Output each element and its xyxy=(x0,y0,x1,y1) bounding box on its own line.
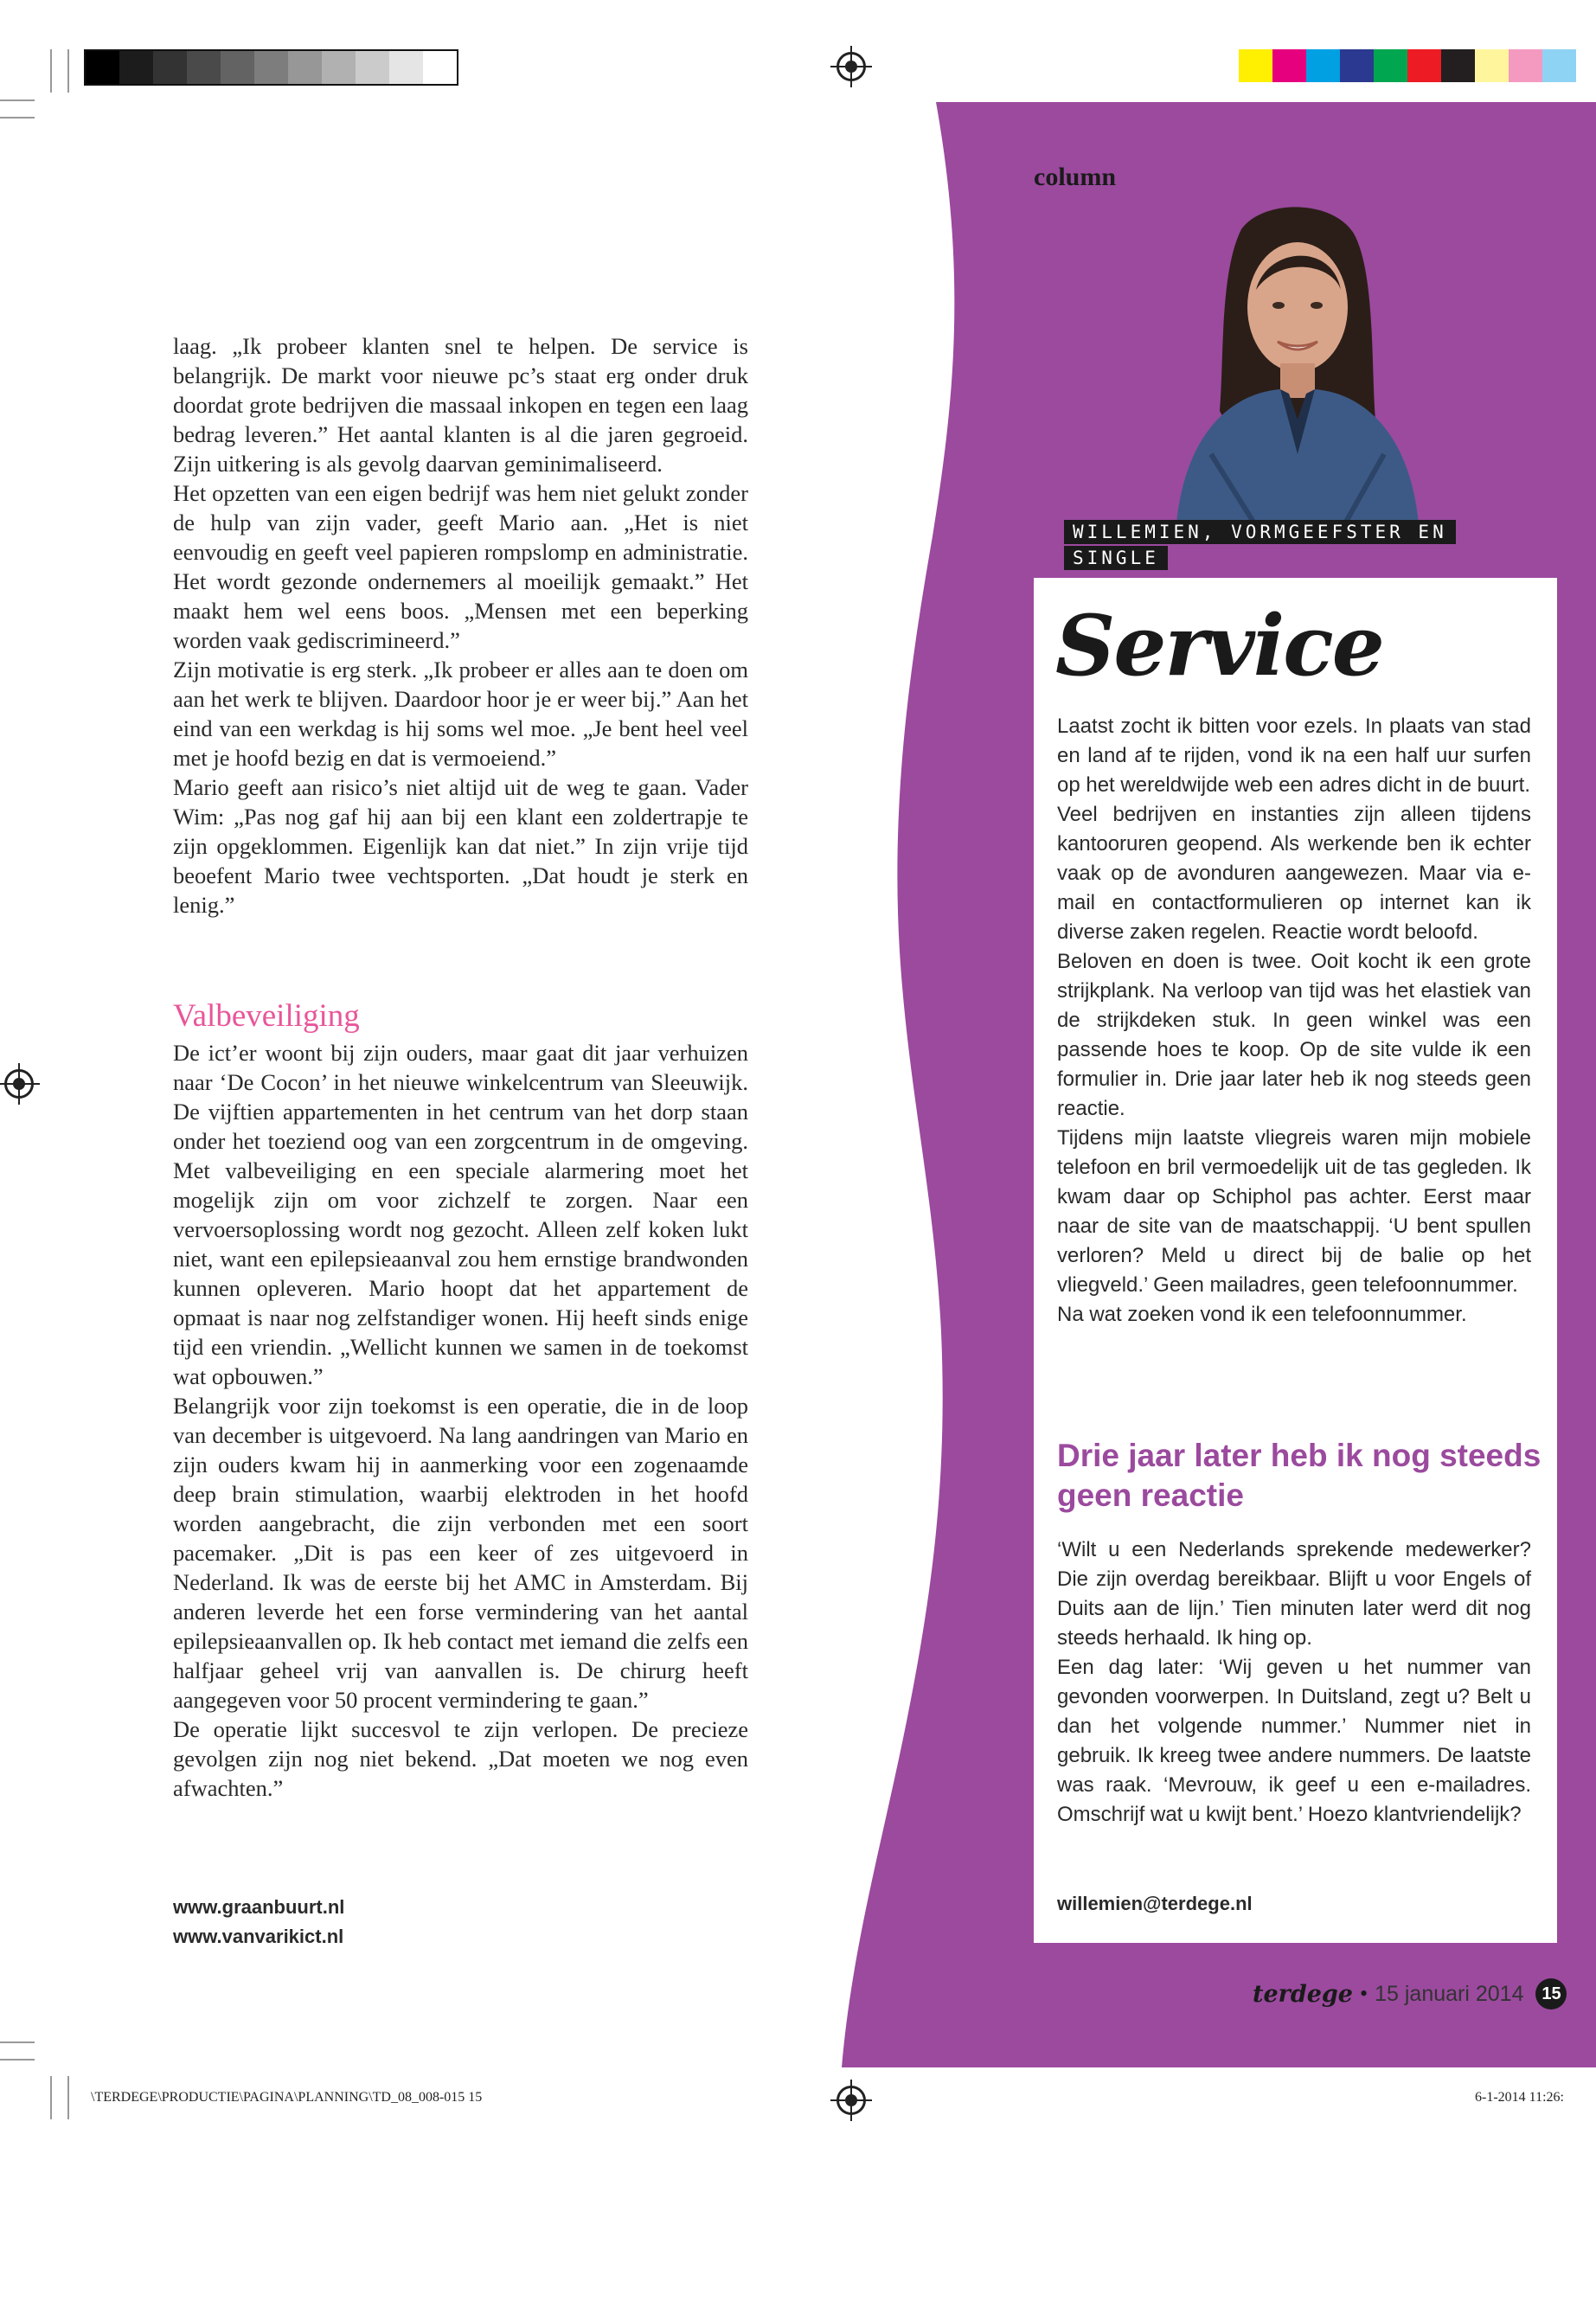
grayscale-swatch xyxy=(423,51,457,84)
process-color-swatch xyxy=(1542,49,1576,82)
column-paragraph: Veel bedrijven en instanties zijn alleen tijdens kantooruren geopend. Als werkende ben ik echter vaak op de avonduren aangewezen. Maar via e-mail en contactformulieren op internet kan ik diverse zaken regelen. Reactie wordt beloofd. xyxy=(1057,803,1531,944)
crop-mark xyxy=(50,2076,52,2119)
pull-quote: Drie jaar later heb ik nog steeds geen reactie xyxy=(1057,1438,1542,1513)
process-color-bar xyxy=(1239,49,1576,82)
article-paragraph: De operatie lijkt succesvol te zijn verlopen. De precieze gevolgen zijn nog niet bekend. „Dat moeten we nog even afwachten.” xyxy=(173,1716,748,1801)
process-color-swatch xyxy=(1272,49,1306,82)
article-body-continued xyxy=(173,1038,748,1803)
process-color-swatch xyxy=(1441,49,1475,82)
grayscale-swatch xyxy=(119,51,153,84)
column-paragraph: Een dag later: ‘Wij geven u het nummer van gevonden voorwerpen. In Duitsland, zegt u? Belt u dan het volgende nummer.’ Nummer niet in gebruik. Ik kreeg twee andere nummers. De laatste was raak. ‘Mevrouw, ik geef u een e-mailadres. Omschrijf wat u kwijt bent.’ Hoezo klantvriendelijk? xyxy=(1057,1656,1531,1826)
column-paragraph: Tijdens mijn laatste vliegreis waren mijn mobiele telefoon en bril vermoedelijk uit de tas gegleden. Ik kwam daar op Schiphol pas achter. Eerst maar naar de site van de maatschappij. ‘U bent spullen verloren? Meld u direct bij de balie op het vliegveld.’ Geen mailadres, geen telefoonnummer. xyxy=(1057,1126,1531,1297)
registration-mark-icon xyxy=(4,1069,34,1099)
column-body-continued xyxy=(1057,1535,1531,1830)
article-paragraph: Mario geeft aan risico’s niet altijd uit de weg te gaan. Vader Wim: „Pas nog gaf hij aan bij een klant een zoldertrapje te zijn opgeklommen. Eigenlijk kan dat niet.” In zijn vrije tijd beoefent Mario twee vechtsporten. „Dat houdt je sterk en lenig.” xyxy=(173,774,748,918)
crop-mark xyxy=(0,117,35,119)
grayscale-swatch xyxy=(389,51,423,84)
section-label: column xyxy=(1034,163,1117,191)
magazine-brand: terdege xyxy=(1253,1980,1353,2008)
portrait-caption xyxy=(1064,519,1514,571)
grayscale-swatch xyxy=(187,51,221,84)
process-color-swatch xyxy=(1509,49,1542,82)
page-footer xyxy=(1253,1978,1567,2009)
caption-text: WILLEMIEN, VORMGEEFSTER EN SINGLE xyxy=(1064,520,1456,570)
grayscale-bar xyxy=(84,49,458,86)
article-paragraph: Zijn motivatie is erg sterk. „Ik probeer er alles aan te doen om aan het werk te blijven. Daardoor hoor je er weer bij.” Aan het eind van een werkdag is hij soms wel moe. „Je bent heel veel met je hoofd bezig en dat is vermoeiend.” xyxy=(173,657,748,771)
grayscale-swatch xyxy=(153,51,187,84)
page-number: 15 xyxy=(1535,1978,1567,2009)
article-paragraph: laag. „Ik probeer klanten snel te helpen. De service is belangrijk. De markt voor nieuwe pc’s staat erg onder druk doordat grote bedrijven die massaal inkopen en tegen een laag bedrag leveren.” Het aantal klanten is al die jaren gegroeid. Zijn uitkering is als gevolg daarvan geminimaliseerd. xyxy=(173,333,748,477)
process-color-swatch xyxy=(1306,49,1340,82)
registration-mark-icon xyxy=(836,2086,866,2115)
grayscale-swatch xyxy=(221,51,254,84)
article-body xyxy=(173,331,748,920)
column-title: Service xyxy=(1055,597,1383,695)
process-color-swatch xyxy=(1374,49,1407,82)
crop-mark xyxy=(0,2041,35,2043)
registration-mark-icon xyxy=(836,52,866,81)
crop-mark xyxy=(50,49,52,93)
column-paragraph: Laatst zocht ik bitten voor ezels. In plaats van stad en land af te rijden, vond ik na een half uur surfen op het wereldwijde web een adres dicht in de buurt. xyxy=(1057,715,1531,797)
process-color-swatch xyxy=(1407,49,1441,82)
process-color-swatch xyxy=(1475,49,1509,82)
article-paragraph: De ict’er woont bij zijn ouders, maar gaat dit jaar verhuizen naar ‘De Cocon’ in het nieuwe winkelcentrum van Sleeuwijk. De vijftien appartementen in het centrum van het dorp staan onder het toeziend oog van een zorgcentrum in de omgeving. Met valbeveiliging en een speciale alarmering moet het mogelijk zijn om voor zichzelf te zorgen. Naar een vervoersoplossing wordt nog gezocht. Alleen zelf koken lukt niet, want een epilepsieaanval zou hem ernstige brandwonden kunnen opleveren. Mario hoopt dat het appartement de opmaat is naar nog zelfstandiger wonen. Hij heeft sinds enige tijd een vriendin. „Wellicht kunnen we samen in de toekomst wat opbouwen.” xyxy=(173,1040,748,1389)
author-portrait xyxy=(1159,195,1427,523)
process-color-swatch xyxy=(1239,49,1272,82)
slug-path: \TERDEGE\PRODUCTIE\PAGINA\PLANNING\TD_08_008-015 15 xyxy=(91,2090,483,2105)
link-vanvarikict[interactable]: www.vanvarikict.nl xyxy=(173,1926,344,1947)
crop-mark xyxy=(0,2059,35,2061)
article-subheading: Valbeveiliging xyxy=(173,998,360,1034)
column-paragraph: Beloven en doen is twee. Ooit kocht ik een grote strijkplank. Na verloop van tijd was het elastiek van de strijkdeken stuk. In geen winkel was een passende hoes te koop. Op de site vulde ik een formulier in. Drie jaar later heb ik nog steeds geen reactie. xyxy=(1057,950,1531,1120)
grayscale-swatch xyxy=(288,51,322,84)
grayscale-swatch xyxy=(356,51,389,84)
article-paragraph: Het opzetten van een eigen bedrijf was hem niet gelukt zonder de hulp van zijn vader, geeft Mario aan. „Het is niet eenvoudig en geeft veel papieren rompslomp en administratie. Het wordt gezonde ondernemers al moeilijk gemaakt.” Het maakt hem wel eens boos. „Mensen met een beperking worden vaak gediscrimineerd.” xyxy=(173,480,748,653)
link-graanbuurt[interactable]: www.graanbuurt.nl xyxy=(173,1896,345,1918)
crop-mark xyxy=(67,49,69,93)
column-paragraph: Na wat zoeken vond ik een telefoonnummer. xyxy=(1057,1303,1467,1326)
slug-timestamp: 6-1-2014 11:26: xyxy=(1475,2090,1564,2105)
crop-mark xyxy=(67,2076,69,2119)
grayscale-swatch xyxy=(86,51,119,84)
article-paragraph: Belangrijk voor zijn toekomst is een operatie, die in de loop van december is uitgevoerd. Na lang aandringen van Mario en zijn ouders kwam hij in aanmerking voor een zogenaamde deep brain stimulation, waarbij elektroden in het hoofd worden aangebracht, die zijn verbonden met een soort pacemaker. „Dit is pas een keer of zes uitgevoerd in Nederland. Ik was de eerste bij het AMC in Amsterdam. Bij anderen leverde het een forse vermindering van het aantal epilepsieaanvallen op. Ik heb contact met iemand die zelfs een halfjaar geheel vrij van aanvallen is. De chirurg heeft aangegeven voor 50 procent vermindering te gaan.” xyxy=(173,1393,748,1713)
article-links xyxy=(173,1893,344,1952)
column-body xyxy=(1057,712,1531,1330)
footer-separator: • xyxy=(1360,1981,1368,2006)
grayscale-swatch xyxy=(254,51,288,84)
issue-date: 15 januari 2014 xyxy=(1375,1981,1524,2006)
author-email[interactable]: willemien@terdege.nl xyxy=(1057,1893,1253,1914)
process-color-swatch xyxy=(1340,49,1374,82)
column-paragraph: ‘Wilt u een Nederlands sprekende medewerker? Die zijn overdag bereikbaar. Blijft u voor Engels of Duits aan de lijn.’ Tien minuten later werd dit nog steeds herhaald. Ik hing op. xyxy=(1057,1538,1531,1650)
crop-mark xyxy=(0,99,35,101)
grayscale-swatch xyxy=(322,51,356,84)
